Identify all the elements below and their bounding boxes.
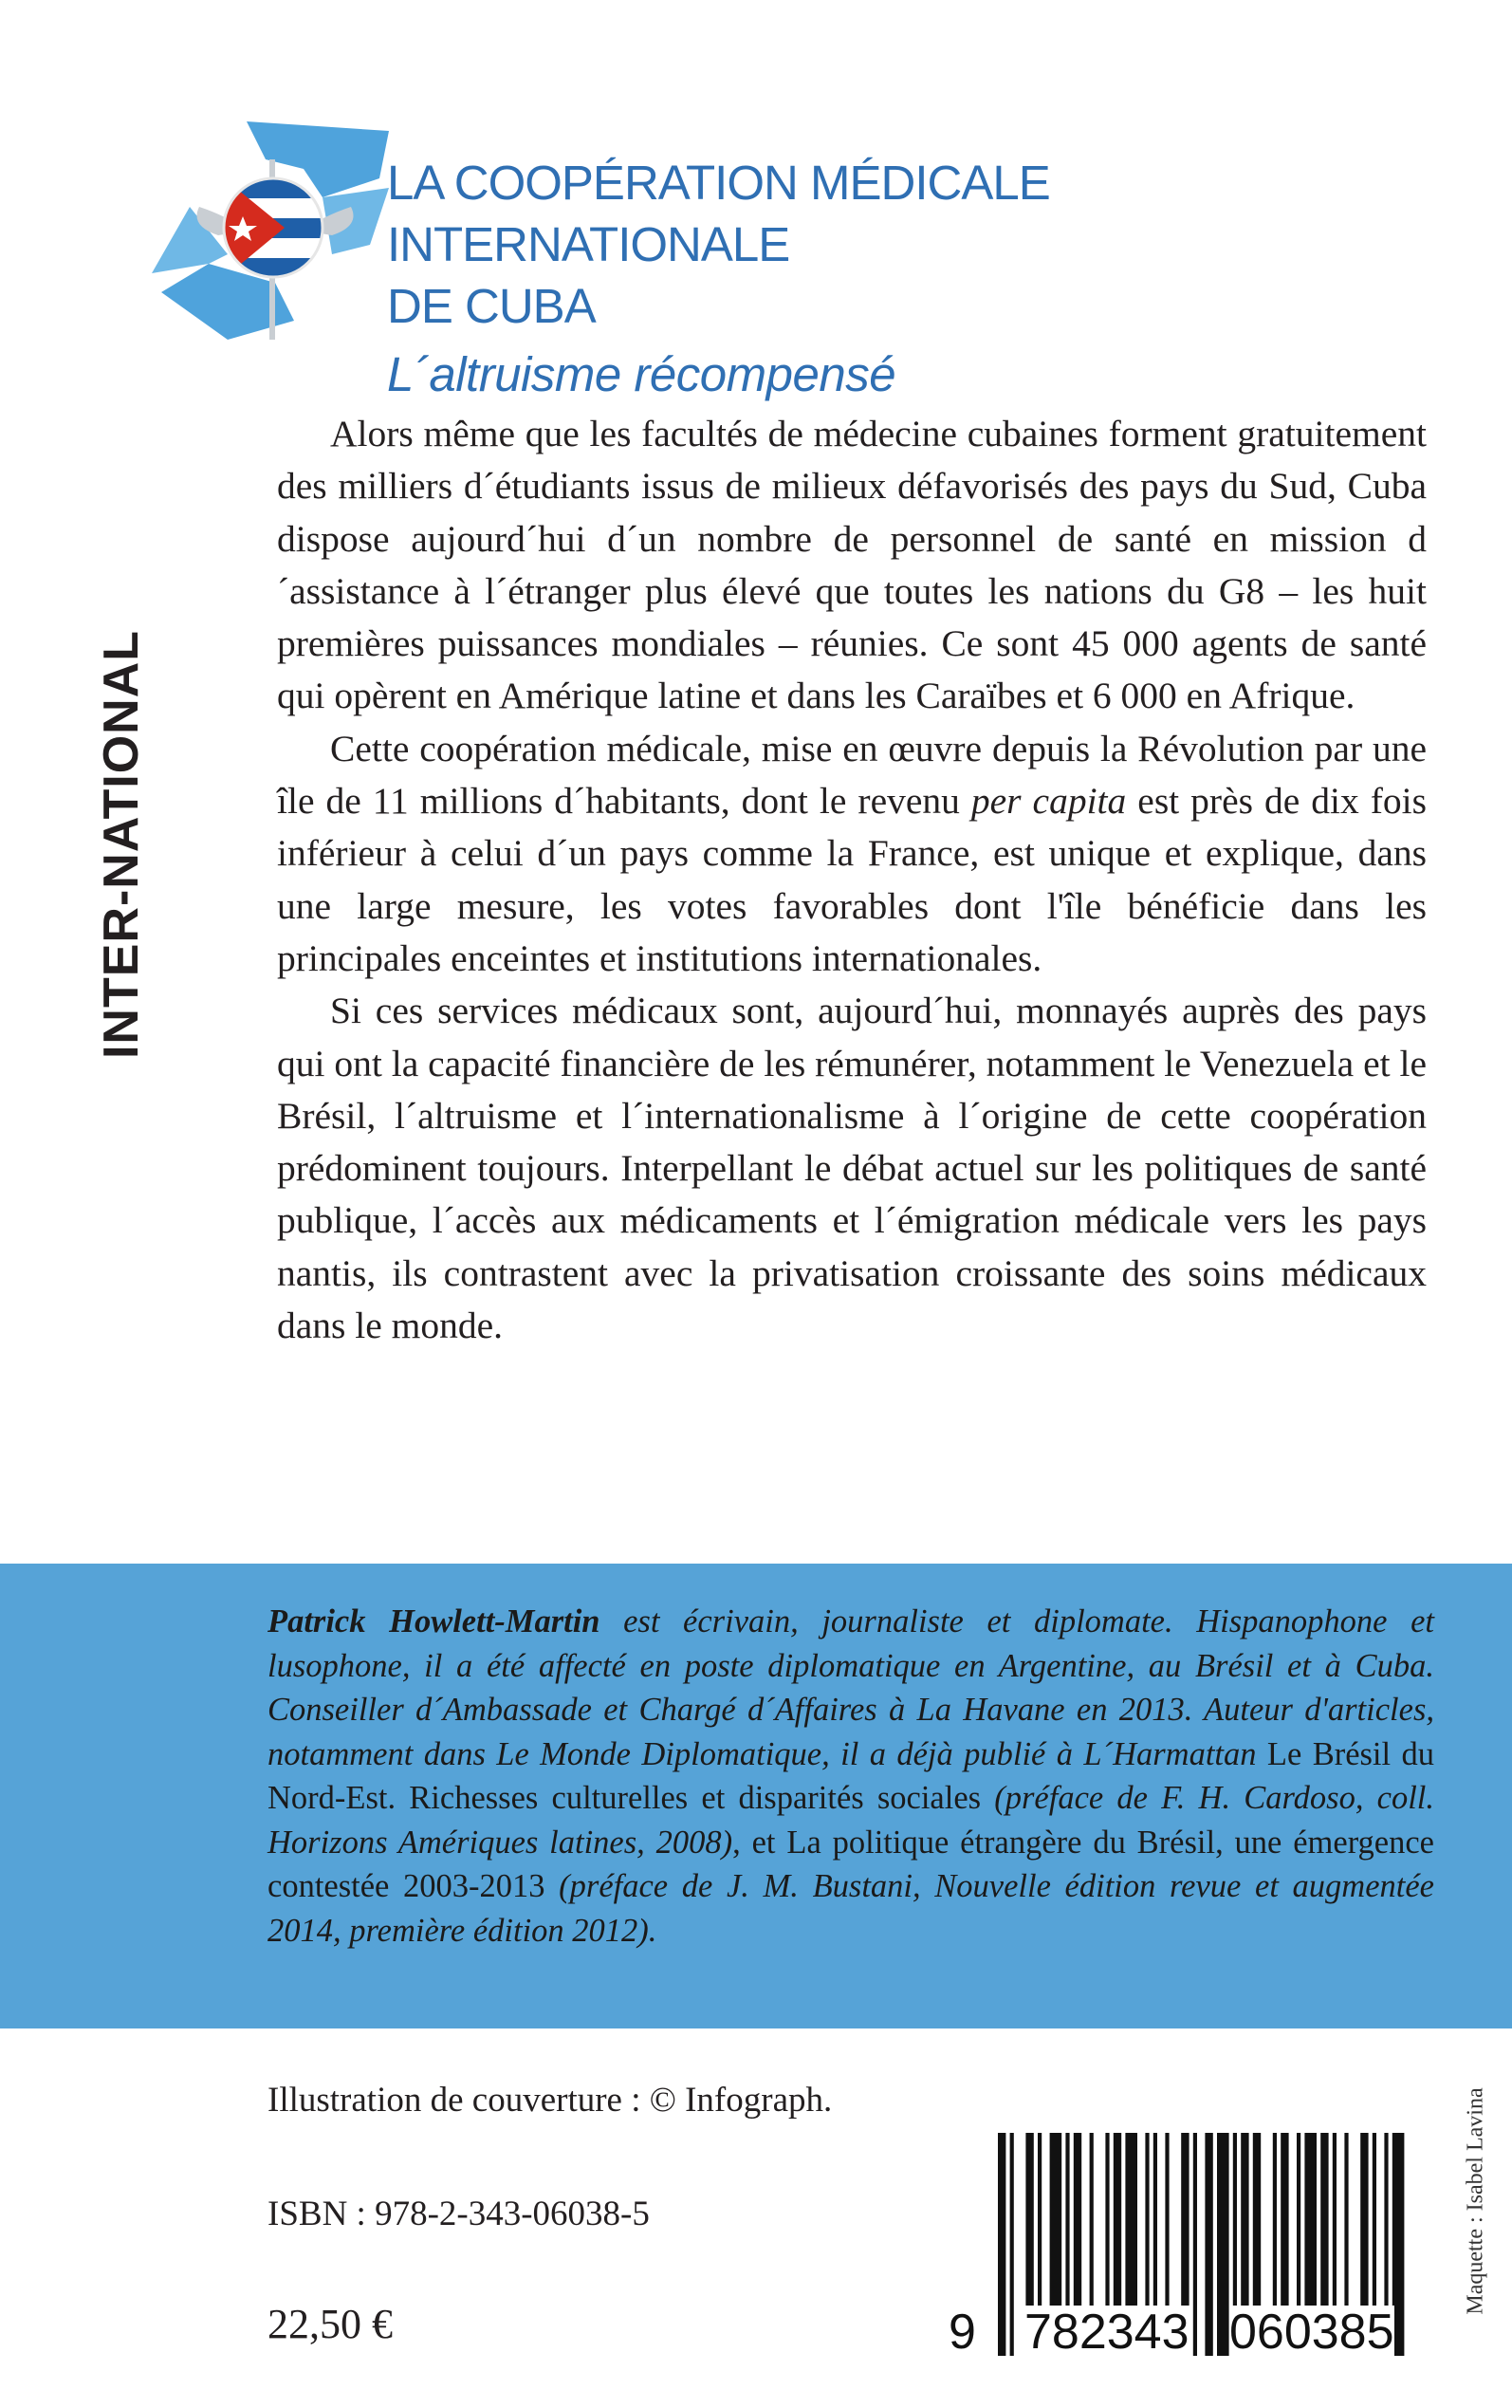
paragraph-2 <box>277 723 1427 985</box>
title-line-2: DE CUBA <box>387 279 596 333</box>
author-bio-2: (préface de F. H. Cardoso, coll. Horizons Amériques latines, 2008) <box>267 1780 1434 1861</box>
cover-logo <box>152 121 389 340</box>
barcode-digits-right: 060385 <box>1229 2305 1394 2360</box>
illustration-credit: Illustration de couverture : © Infograph. <box>267 2081 833 2120</box>
cuban-flag-hands-logo-icon <box>152 121 389 340</box>
per-capita-emphasis: per capita <box>970 780 1127 823</box>
paragraph-1: Alors même que les facultés de médecine cubaines forment gratuitement des milliers d´étudiants issus de milieux défavorisés des pays du Sud, Cuba dispose aujourd´hui d´un nombre de personnel de santé en mission d´assistance à l´étranger plus élevé que toutes les nations du G8 – les huit premières puissances mondiales – réunies. Ce sont 45 000 agents de santé qui opèrent en Amérique latine et dans les Caraïbes et 6 000 en Afrique. <box>277 413 1427 717</box>
paragraph-2-start: Cette coopération médicale, mise en œuvre depuis la Révolution par une île de 11 millions d´habitants, dont le revenu <box>277 727 1427 823</box>
series-name: INTER-NATIONAL <box>94 629 149 1060</box>
description <box>277 408 1427 1352</box>
maquette-text: Maquette : Isabel Lavina <box>1463 2087 1488 2315</box>
barcode-digits-left: 782343 <box>1024 2305 1189 2360</box>
author-bio-3: (préface de J. M. Bustani, Nouvelle édition revue et augmentée 2014, première édition 2012). <box>267 1868 1434 1949</box>
barcode-digits <box>949 2306 1423 2362</box>
book-title <box>387 152 1430 413</box>
author-bio-1: est écrivain, journaliste et diplomate. Hispanophone et lusophone, il a été affecté en poste diplomatique en Argentine, au Brésil et à Cuba. Conseiller d´Ambassade et Chargé d´Affaires à La Havane en 2013. Auteur d'articles, notamment dans Le Monde Diplomatique, il a déjà publié à L´Harmattan <box>267 1603 1434 1772</box>
subtitle: L´altruisme récompensé <box>387 347 896 401</box>
author-sep: , et <box>732 1824 787 1861</box>
title-line-1: LA COOPÉRATION MÉDICALE INTERNATIONALE <box>387 156 1050 271</box>
book-title-1: Le Brésil du Nord-Est. Richesses culturelles et disparités sociales <box>267 1735 1434 1816</box>
author-name: Patrick Howlett-Martin <box>267 1603 600 1639</box>
barcode-digit-first: 9 <box>949 2305 976 2360</box>
book-title-2: La politique étrangère du Brésil, une émergence contestée 2003-2013 <box>267 1824 1434 1904</box>
price: 22,50 € <box>267 2301 393 2347</box>
paragraph-3: Si ces services médicaux sont, aujourd´hui, monnayés auprès des pays qui ont la capacité financière de les rémunérer, notamment le Venezuela et le Brésil, l´altruisme et l´internationalisme à l´origine de cette coopération prédominent toujours. Interpellant le débat actuel sur les politiques de santé publique, l´accès aux médicaments et l´émigration médicale vers les pays nantis, ils contrastent avec la privatisation croissante des soins médicaux dans le monde. <box>277 990 1427 1347</box>
paragraph-2-end: est près de dix fois inférieur à celui d´un pays comme la France, est unique et explique, dans une large mesure, les votes favorables dont l'île bénéficie dans les principales enceintes et institutions internationales. <box>277 780 1427 979</box>
isbn: ISBN : 978-2-343-06038-5 <box>267 2195 650 2233</box>
author-bio <box>267 1600 1434 1953</box>
